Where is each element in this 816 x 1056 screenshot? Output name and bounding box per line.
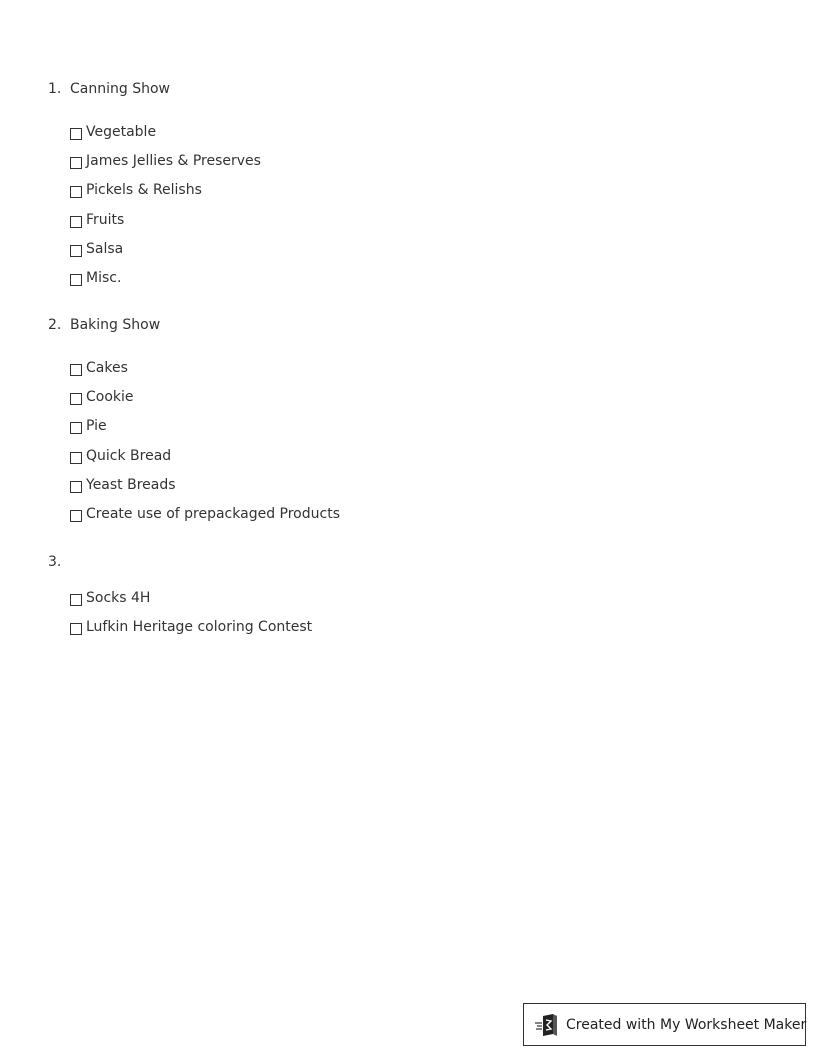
question-title: Canning Show xyxy=(70,81,170,97)
question-1 xyxy=(48,80,748,293)
option-item xyxy=(70,412,748,441)
checkbox[interactable] xyxy=(70,510,82,522)
option-item xyxy=(70,470,748,499)
option-label: Pickels & Relishs xyxy=(86,182,202,199)
checkbox[interactable] xyxy=(70,157,82,169)
question-number: 2. xyxy=(48,317,62,333)
question-header xyxy=(48,80,748,98)
option-item xyxy=(70,205,748,234)
option-label: Pie xyxy=(86,418,107,435)
option-label: Misc. xyxy=(86,270,122,287)
option-label: Quick Bread xyxy=(86,447,172,464)
option-item xyxy=(70,612,748,641)
checkbox[interactable] xyxy=(70,216,82,228)
option-label: Create use of prepackaged Products xyxy=(86,506,340,523)
checkbox[interactable] xyxy=(70,623,82,635)
checkbox[interactable] xyxy=(70,128,82,140)
checkbox[interactable] xyxy=(70,594,82,606)
option-item xyxy=(70,146,748,175)
question-title: Baking Show xyxy=(70,317,161,333)
option-item xyxy=(70,583,748,612)
option-item xyxy=(70,176,748,205)
option-label: James Jellies & Preserves xyxy=(86,152,261,169)
option-label: Vegetable xyxy=(86,123,157,140)
checkbox[interactable] xyxy=(70,393,82,405)
checkbox[interactable] xyxy=(70,186,82,198)
worksheet-maker-logo-icon xyxy=(534,1012,560,1038)
option-label: Cakes xyxy=(86,359,128,376)
option-label: Cookie xyxy=(86,388,134,405)
option-item xyxy=(70,353,748,382)
badge-text: Created with My Worksheet Maker xyxy=(566,1016,807,1033)
question-2 xyxy=(48,316,748,529)
option-item xyxy=(70,382,748,411)
checkbox[interactable] xyxy=(70,481,82,493)
checkbox[interactable] xyxy=(70,452,82,464)
option-list xyxy=(70,583,748,642)
checkbox[interactable] xyxy=(70,422,82,434)
option-item xyxy=(70,117,748,146)
question-3 xyxy=(48,553,748,642)
option-label: Lufkin Heritage coloring Contest xyxy=(86,618,313,635)
option-list xyxy=(70,353,748,529)
option-list xyxy=(70,117,748,293)
option-item xyxy=(70,499,748,528)
option-item xyxy=(70,441,748,470)
option-label: Fruits xyxy=(86,211,125,228)
question-header xyxy=(48,316,748,334)
created-with-badge[interactable] xyxy=(523,1003,806,1046)
checkbox[interactable] xyxy=(70,274,82,286)
option-label: Socks 4H xyxy=(86,589,151,606)
question-number: 1. xyxy=(48,81,62,97)
option-item xyxy=(70,263,748,292)
option-item xyxy=(70,234,748,263)
checkbox[interactable] xyxy=(70,364,82,376)
option-label: Yeast Breads xyxy=(86,476,176,493)
question-number: 3. xyxy=(48,554,62,570)
option-label: Salsa xyxy=(86,240,124,257)
checkbox[interactable] xyxy=(70,245,82,257)
question-header xyxy=(48,553,748,571)
